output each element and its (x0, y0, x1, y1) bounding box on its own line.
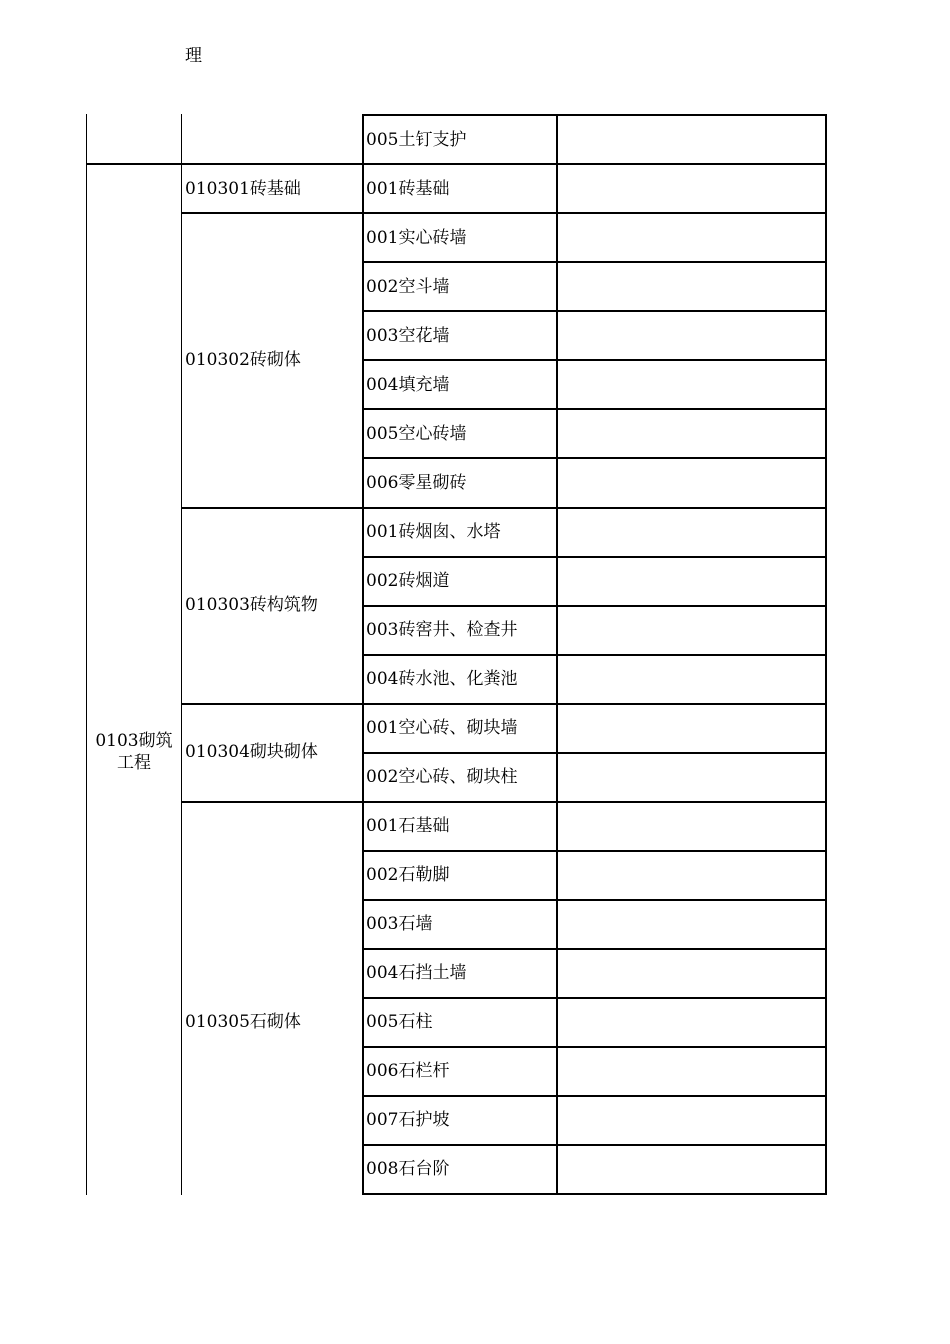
section-label-line1: 0103砌筑 (95, 731, 173, 751)
item-label: 008石台阶 (366, 1159, 450, 1179)
col2-left-border (181, 114, 182, 1195)
row-divider (362, 556, 827, 558)
group-divider (181, 507, 827, 509)
item-label: 003石墙 (366, 914, 433, 934)
section-divider (86, 163, 827, 165)
row-divider (362, 261, 827, 263)
item-label: 001空心砖、砌块墙 (366, 718, 518, 738)
row-divider (362, 359, 827, 361)
item-label: 004砖水池、化粪池 (366, 669, 518, 689)
row-divider (362, 850, 827, 852)
item-label: 002石勒脚 (366, 865, 450, 885)
item-label: 002空心砖、砌块柱 (366, 767, 518, 787)
group-code: 010302砖砌体 (185, 350, 301, 370)
group-divider (181, 703, 827, 705)
row-divider (362, 605, 827, 607)
page-header-fragment: 理 (185, 46, 202, 66)
item-label: 002空斗墙 (366, 277, 450, 297)
row-divider (362, 457, 827, 459)
row-divider (362, 1144, 827, 1146)
item-label: 007石护坡 (366, 1110, 450, 1130)
top-border (362, 114, 827, 116)
group-code: 010303砖构筑物 (185, 595, 318, 615)
item-label: 003砖窖井、检查井 (366, 620, 518, 640)
item-label: 003空花墙 (366, 326, 450, 346)
row-divider (362, 408, 827, 410)
bottom-border (362, 1193, 827, 1195)
item-label: 001砖烟囱、水塔 (366, 522, 501, 542)
row-divider (362, 1095, 827, 1097)
item-label: 006零星砌砖 (366, 473, 467, 493)
section-label (88, 730, 180, 774)
section-label-line2: 工程 (117, 753, 151, 773)
item-label: 006石栏杆 (366, 1061, 450, 1081)
row-divider (362, 654, 827, 656)
item-label: 004填充墙 (366, 375, 450, 395)
item-label: 001砖基础 (366, 179, 450, 199)
item-label: 001实心砖墙 (366, 228, 467, 248)
row-divider (362, 310, 827, 312)
item-label: 005土钉支护 (366, 130, 467, 150)
row-divider (362, 948, 827, 950)
row-divider (362, 899, 827, 901)
group-divider (181, 212, 827, 214)
item-label: 005空心砖墙 (366, 424, 467, 444)
row-divider (362, 752, 827, 754)
item-label: 002砖烟道 (366, 571, 450, 591)
group-code: 010301砖基础 (185, 179, 301, 199)
group-divider (181, 801, 827, 803)
item-label: 004石挡土墙 (366, 963, 467, 983)
row-divider (362, 1046, 827, 1048)
item-label: 001石基础 (366, 816, 450, 836)
group-code: 010304砌块砌体 (185, 742, 318, 762)
row-divider (362, 997, 827, 999)
group-code: 010305石砌体 (185, 1012, 301, 1032)
col1-left-border (86, 114, 87, 1195)
item-label: 005石柱 (366, 1012, 433, 1032)
